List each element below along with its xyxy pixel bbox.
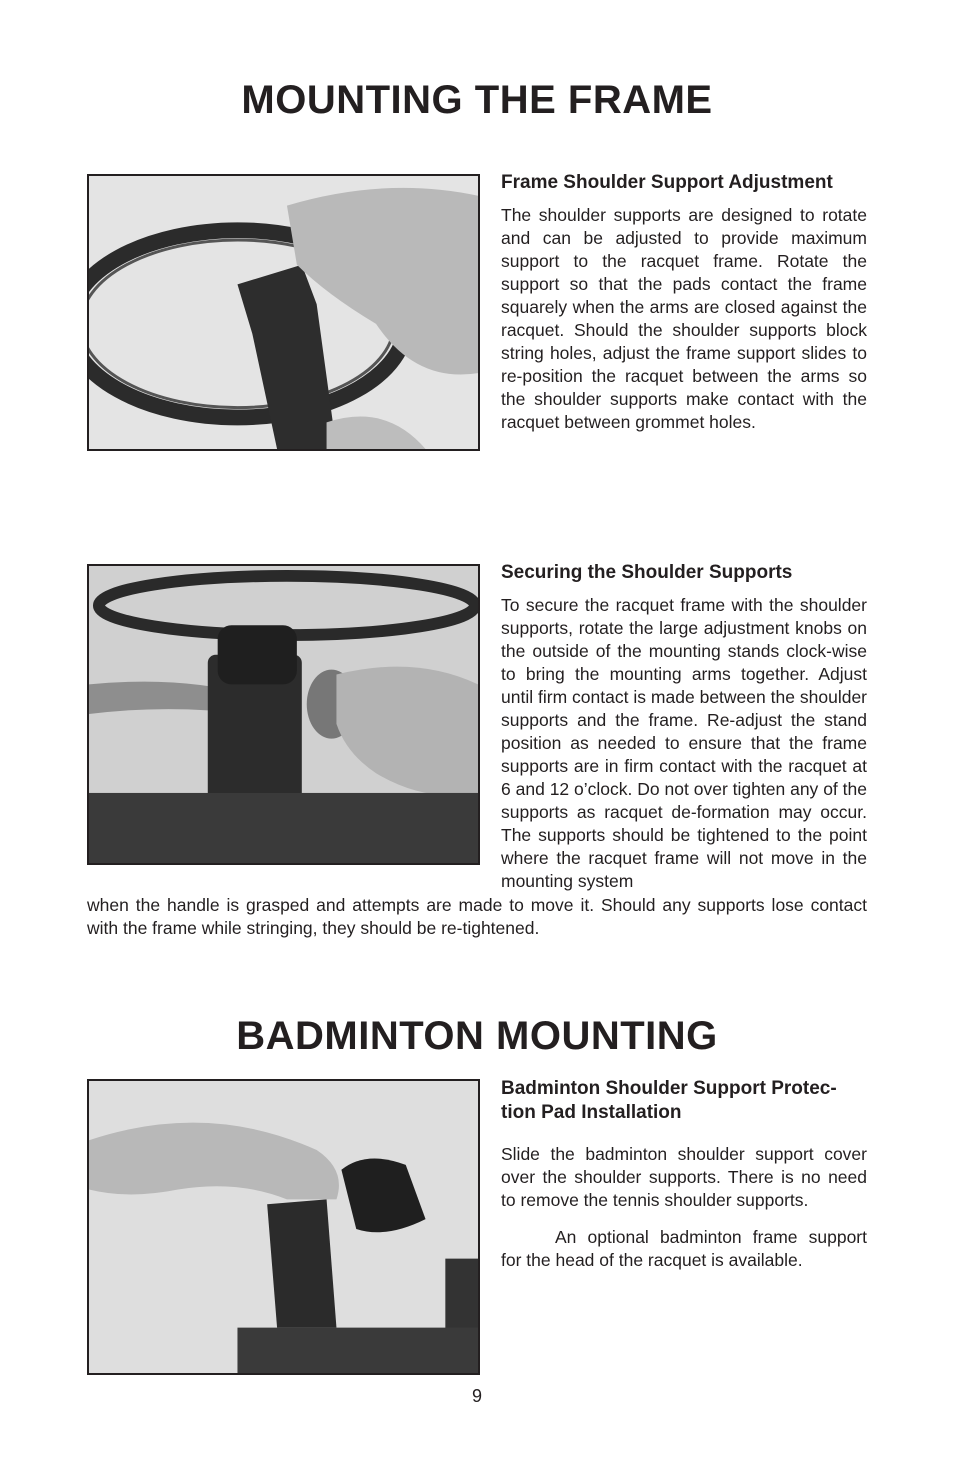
photo-securing-shoulder-supports [87,564,480,865]
text-badminton-protection-pad-para2: An optional badminton frame support for the head of the racquet is available. [501,1227,867,1270]
heading-securing-shoulder-supports: Securing the Shoulder Supports [501,562,793,583]
text-securing-shoulder-supports-continued: when the handle is grasped and attempts are made to move it. Should any supports lose contact with the frame while stringing, they should be re-tightened. [87,895,867,938]
heading-badminton-protection-pad: Badminton Shoulder Support Protec-tion Pad Installation [501,1078,837,1123]
photo-shoulder-support-adjustment [87,174,480,451]
page-number: 9 [471,1386,482,1406]
text-securing-shoulder-supports: To secure the racquet frame with the shoulder supports, rotate the large adjustment knobs on the outside of the mounting stands clock-wise to bring the mounting arms together. Adjust until firm contact is made between the shoulder supports and the frame. Re-adjust the stand position as needed to ensure that the frame supports are in firm contact with the racquet at 6 and 12 o’clock. Do not over tighten any of the supports as racquet de-formation may occur. The supports should be tightened to the point where the racquet frame will not move in the mounting system [501,595,867,891]
heading-frame-shoulder-support-adjustment: Frame Shoulder Support Adjustment [501,172,833,193]
section-title-badminton-mounting: BADMINTON MOUNTING [236,1014,718,1058]
photo-badminton-protection-pad [87,1079,480,1375]
text-frame-shoulder-support-adjustment: The shoulder supports are designed to rotate and can be adjusted to provide maximum support to the racquet frame. Rotate the support so that the pads contact the frame squarely when the arms are closed against the racquet. Should the shoulder supports block string holes, adjust the frame support slides to re-position the racquet between the arms so the shoulder supports make contact with the racquet between grommet holes. [501,205,867,432]
section-title-mounting-the-frame: MOUNTING THE FRAME [241,78,713,122]
text-badminton-protection-pad-para1: Slide the badminton shoulder support cover over the shoulder supports. There is no need to remove the tennis shoulder supports. [501,1144,867,1210]
